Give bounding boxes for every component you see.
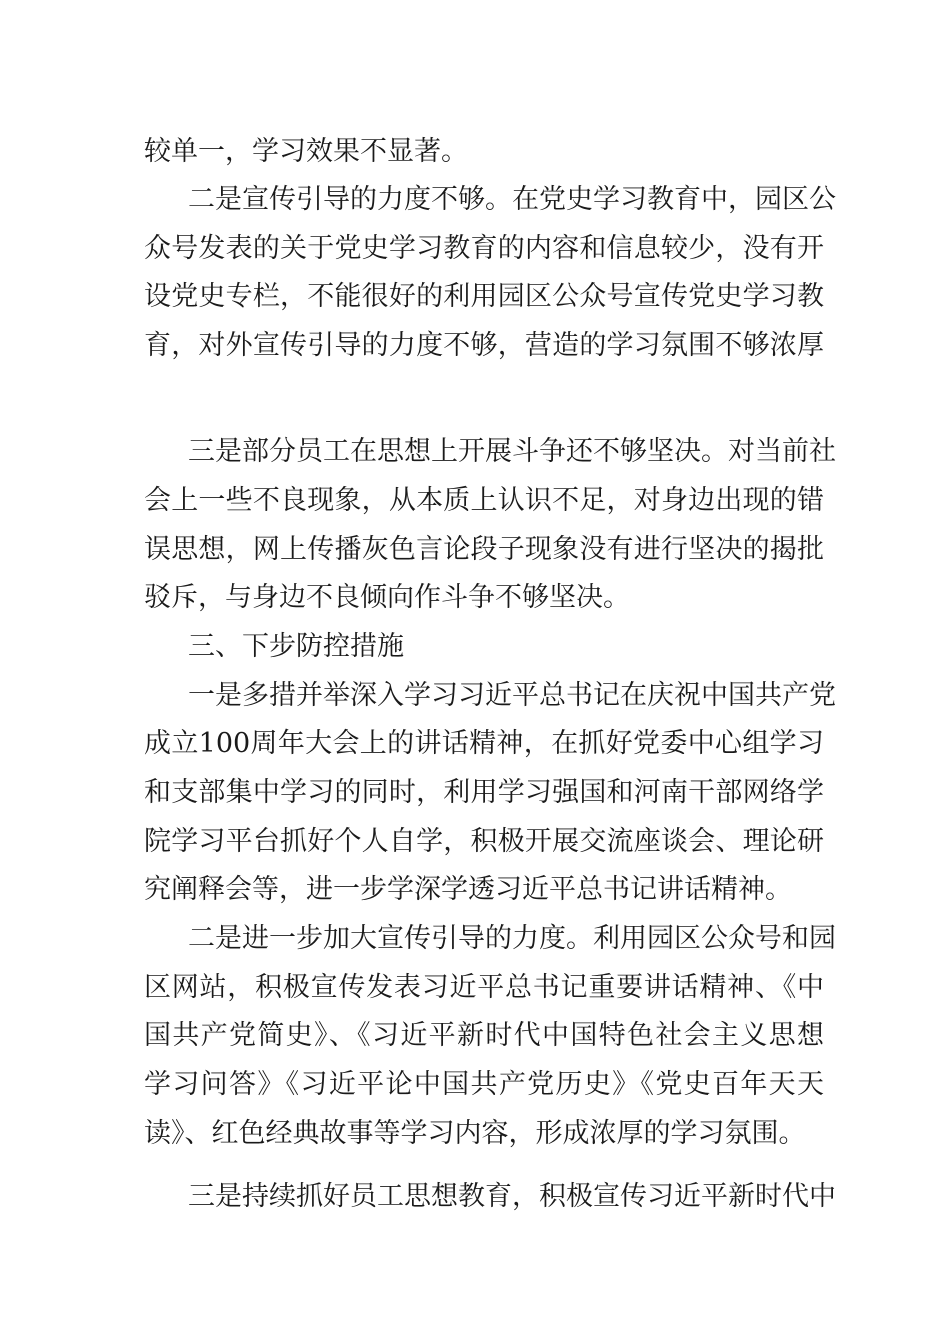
text-line: 较单一，学习效果不显著。 [144,136,468,167]
text-line: 会上一些不良现象，从本质上认识不足，对身边出现的错 [144,485,824,516]
text-line: 育，对外宣传引导的力度不够，营造的学习氛围不够浓厚 [144,330,824,361]
text-line: 二是宣传引导的力度不够。在党史学习教育中，园区公 [188,184,836,215]
text-line: 学习问答》《习近平论中国共产党历史》《党史百年天天 [144,1069,824,1100]
text-line: 和支部集中学习的同时，利用学习强国和河南干部网络学 [144,777,824,808]
text-line: 众号发表的关于党史学习教育的内容和信息较少，没有开 [144,233,824,264]
text-line: 区网站，积极宣传发表习近平总书记重要讲话精神、《中 [144,972,824,1003]
text-line: 驳斥，与身边不良倾向作斗争不够坚决。 [144,582,630,613]
text-line: 三是部分员工在思想上开展斗争还不够坚决。对当前社 [188,436,836,467]
text-line: 究阐释会等，进一步学深学透习近平总书记讲话精神。 [144,874,792,905]
text-line: 院学习平台抓好个人自学，积极开展交流座谈会、理论研 [144,826,824,857]
text-line: 国共产党简史》、《习近平新时代中国特色社会主义思想 [144,1020,824,1051]
text-line: 二是进一步加大宣传引导的力度。利用园区公众号和园 [188,923,836,954]
text-line: 三是持续抓好员工思想教育，积极宣传习近平新时代中 [188,1181,836,1212]
text-line: 成立100周年大会上的讲话精神，在抓好党委中心组学习 [144,728,824,759]
section-heading: 三、下步防控措施 [188,631,404,662]
text-line: 一是多措并举深入学习习近平总书记在庆祝中国共产党 [188,680,836,711]
text-line: 误思想，网上传播灰色言论段子现象没有进行坚决的揭批 [144,534,824,565]
text-line: 读》、红色经典故事等学习内容，形成浓厚的学习氛围。 [144,1118,806,1149]
text-line: 设党史专栏，不能很好的利用园区公众号宣传党史学习教 [144,281,824,312]
